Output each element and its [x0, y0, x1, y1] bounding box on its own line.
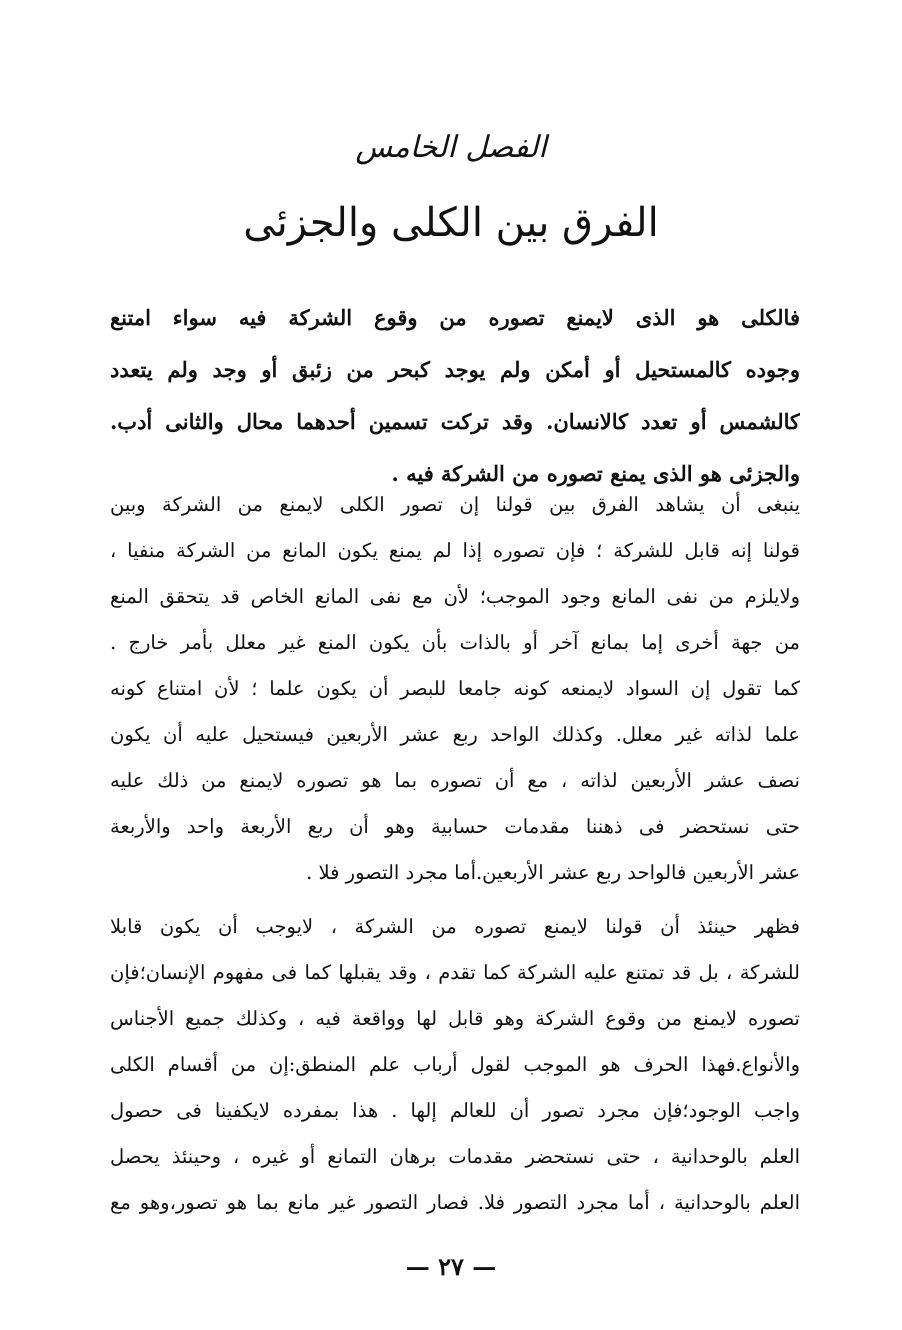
text-line: ينبغى أن يشاهد الفرق بين قولنا إن تصور الكلى لايمنع من الشركة وبين: [110, 493, 800, 516]
text-line: كالشمس أو تعدد كالانسان. وقد تركت تسمين أحدهما محال والثانى أدب.: [110, 409, 800, 434]
text-line: وجوده كالمستحيل أو أمكن ولم يوجد كبحر من زئبق أو وجد ولم يتعدد: [110, 357, 800, 382]
page-number: — ٢٧ —: [405, 1252, 497, 1281]
text-line: علما لذاته غير معلل. وكذلك الواحد ربع عشر الأربعين فيستحيل عليه أن يكون: [110, 723, 800, 746]
text-line: فظهر حينئذ أن قولنا لايمنع تصوره من الشركة ، لايوجب أن يكون قابلا: [110, 915, 800, 938]
text-line: العلم بالوحدانية ، أما مجرد التصور فلا. فصار التصور غير مانع بما هو تصور،وهو مع: [110, 1191, 800, 1214]
chapter-label: الفصل الخامس: [355, 130, 547, 165]
text-line: كما تقول إن السواد لايمنعه كونه جامعا للبصر أن يكون علما ؛ لأن امتناع كونه: [110, 677, 800, 700]
text-line: والجزئى هو الذى يمنع تصوره من الشركة فيه .: [391, 461, 800, 486]
text-line: والأنواع.فهذا الحرف هو الموجب لقول أرباب علم المنطق:إن من أقسام الكلى: [110, 1053, 800, 1076]
text-line: عشر الأربعين فالواحد ربع عشر الأربعين.أما مجرد التصور فلا .: [306, 861, 800, 884]
text-line: العلم بالوحدانية ، حتى نستحضر مقدمات برهان التمانع أو غيره ، وحينئذ يحصل: [110, 1145, 800, 1168]
text-line: حتى نستحضر فى ذهننا مقدمات حسابية وهو أن ربع الأربعة واحد والأربعة: [110, 815, 800, 838]
chapter-title: الفرق بين الكلى والجزئى: [243, 200, 659, 246]
text-line: ولايلزم من نفى المانع وجود الموجب؛ لأن مع نفى المانع الخاص قد يتحقق المنع: [110, 585, 800, 608]
text-line: فالكلى هو الذى لايمنع تصوره من وقوع الشركة فيه سواء امتنع: [110, 305, 800, 330]
paragraph-1: [110, 482, 800, 896]
definition-paragraph: [110, 292, 800, 500]
text-line: واجب الوجود؛فإن مجرد تصور أن للعالم إلها . هذا بمفرده لايكفينا فى حصول: [110, 1099, 800, 1122]
text-line: قولنا إنه قابل للشركة ؛ فإن تصوره إذا لم يمنع يكون المانع من الشركة منفيا ،: [110, 539, 800, 562]
text-line: من جهة أخرى إما بمانع آخر أو بالذات بأن يكون المنع غير معلل بأمر خارج .: [110, 631, 800, 654]
text-line: للشركة ، بل قد تمتنع عليه الشركة كما تقدم ، وقد يقبلها كما فى مفهوم الإنسان؛فإن: [110, 961, 800, 984]
text-line: تصوره لايمنع من وقوع الشركة وهو قابل لها وواقعة فيه ، وكذلك جميع الأجناس: [110, 1007, 800, 1030]
text-line: نصف عشر الأربعين لذاته ، مع أن تصوره بما هو تصوره لايمنع من ذلك عليه: [110, 769, 800, 792]
paragraph-2: [110, 904, 800, 1226]
